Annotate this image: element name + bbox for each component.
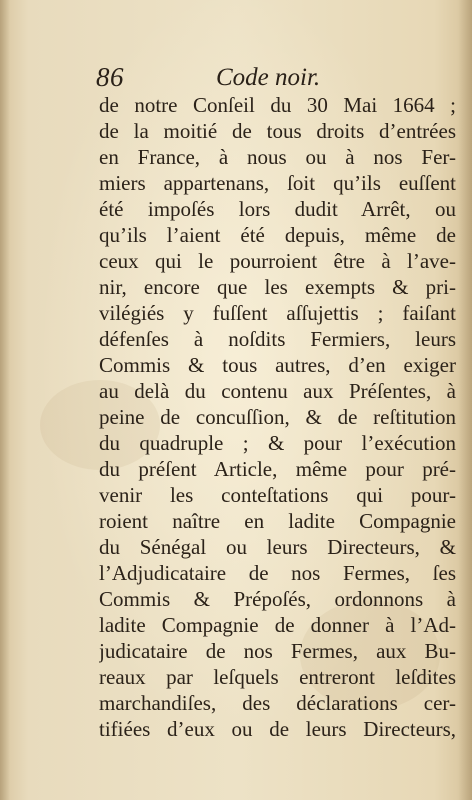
text-line: Commis & tous autres, d’en exiger xyxy=(99,353,456,377)
page-right-edge-shadow xyxy=(458,0,472,800)
text-line: du préſent Article, même pour pré- xyxy=(99,457,456,481)
running-title: Code noir. xyxy=(216,64,321,91)
text-line: tifiées d’eux ou de leurs Directeurs, xyxy=(99,717,456,741)
text-line: marchandiſes, des déclarations cer- xyxy=(99,691,456,715)
text-line: venir les conteſtations qui pour- xyxy=(99,483,456,507)
text-line: judicataire de nos Fermes, aux Bu- xyxy=(99,639,456,663)
text-line: ceux qui le pourroient être à l’ave- xyxy=(99,249,456,273)
text-line: de la moitié de tous droits d’entrées xyxy=(99,119,456,143)
text-line: roient naître en ladite Compagnie xyxy=(99,509,456,533)
text-line: peine de concuſſion, & de reſtitution xyxy=(99,405,456,429)
text-line: miers appartenans, ſoit qu’ils euſſent xyxy=(99,171,456,195)
page-number: 86 xyxy=(96,62,124,92)
text-line: ladite Compagnie de donner à l’Ad- xyxy=(99,613,456,637)
text-line: de notre Conſeil du 30 Mai 1664 ; xyxy=(99,93,456,117)
text-line: été impoſés lors dudit Arrêt, ou xyxy=(99,197,456,221)
text-line: au delà du contenu aux Préſentes, à xyxy=(99,379,456,403)
text-line: nir, encore que les exempts & pri- xyxy=(99,275,456,299)
text-line: Commis & Prépoſés, ordonnons à xyxy=(99,587,456,611)
text-line: reaux par leſquels entreront leſdites xyxy=(99,665,456,689)
text-line: vilégiés y fuſſent aſſujettis ; faiſant xyxy=(99,301,456,325)
text-line: l’Adjudicataire de nos Fermes, ſes xyxy=(99,561,456,585)
page-left-edge-shadow xyxy=(0,0,10,800)
text-line: en France, à nous ou à nos Fer- xyxy=(99,145,456,169)
text-line: qu’ils l’aient été depuis, même de xyxy=(99,223,456,247)
text-line: du quadruple ; & pour l’exécution xyxy=(99,431,456,455)
running-header xyxy=(96,62,456,94)
text-line: défenſes à noſdits Fermiers, leurs xyxy=(99,327,456,351)
text-line: du Sénégal ou leurs Directeurs, & xyxy=(99,535,456,559)
body-text xyxy=(99,92,456,742)
